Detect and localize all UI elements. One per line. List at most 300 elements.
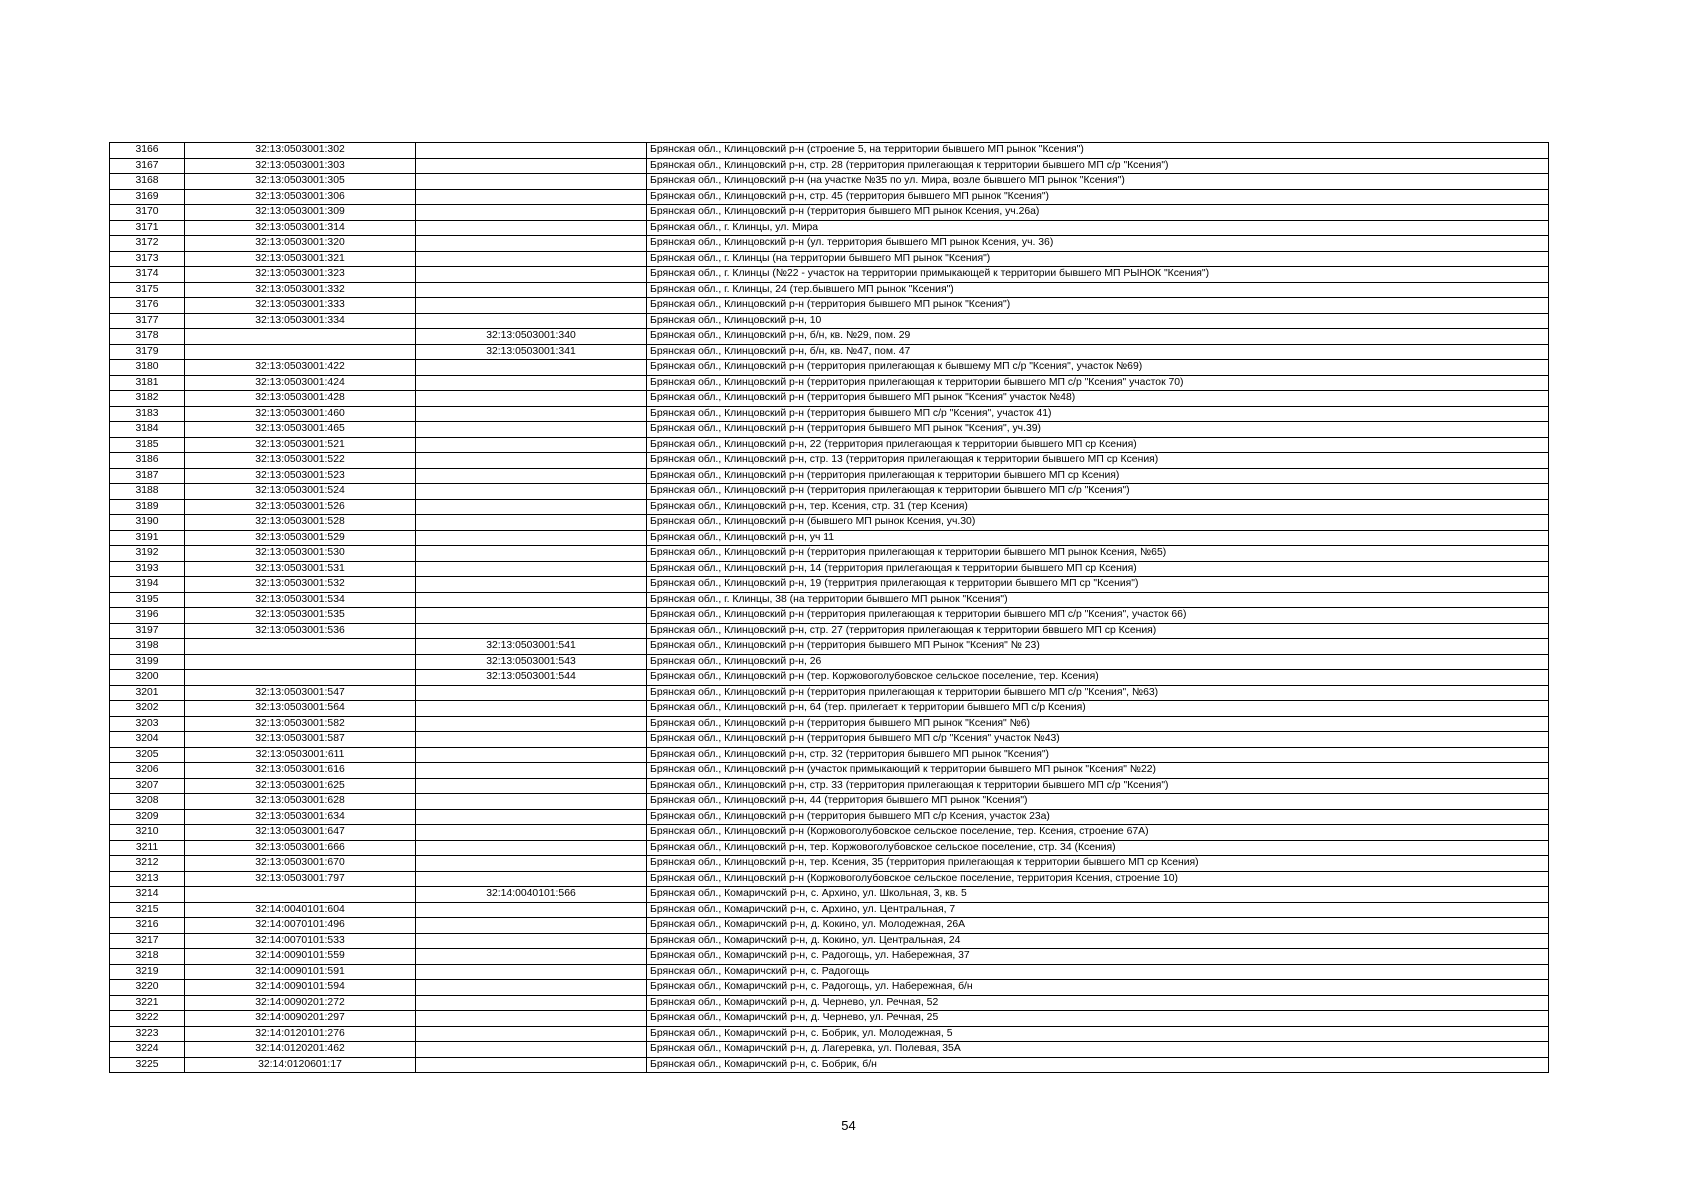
cadastral-number-cell: 32:13:0503001:333 [185, 298, 416, 314]
row-number-cell: 3184 [110, 422, 185, 438]
address-cell: Брянская обл., Клинцовский р-н (территория бывшего МП рынок "Ксения", уч.39) [647, 422, 1549, 438]
premises-cadastral-number-cell [416, 949, 647, 965]
row-number-cell: 3198 [110, 639, 185, 655]
table-row [110, 732, 1549, 748]
premises-cadastral-number-cell [416, 205, 647, 221]
table-row [110, 654, 1549, 670]
premises-cadastral-number-cell [416, 840, 647, 856]
table-row [110, 608, 1549, 624]
address-cell: Брянская обл., Комаричский р-н, д. Лагеревка, ул. Полевая, 35А [647, 1042, 1549, 1058]
table-row [110, 158, 1549, 174]
address-cell: Брянская обл., Клинцовский р-н, 10 [647, 313, 1549, 329]
table-row [110, 980, 1549, 996]
row-number-cell: 3202 [110, 701, 185, 717]
table-row [110, 887, 1549, 903]
row-number-cell: 3225 [110, 1057, 185, 1073]
address-cell: Брянская обл., г. Клинцы, 38 (на территории бывшего МП рынок "Ксения") [647, 592, 1549, 608]
address-cell: Брянская обл., Комаричский р-н, д. Кокино, ул. Молодежная, 26А [647, 918, 1549, 934]
premises-cadastral-number-cell [416, 902, 647, 918]
table-row [110, 949, 1549, 965]
row-number-cell: 3224 [110, 1042, 185, 1058]
table-row [110, 964, 1549, 980]
address-cell: Брянская обл., Комаричский р-н, с. Радогощь [647, 964, 1549, 980]
table-row [110, 825, 1549, 841]
address-cell: Брянская обл., Клинцовский р-н (территория бывшего МП с/р "Ксения", участок 41) [647, 406, 1549, 422]
address-cell: Брянская обл., Клинцовский р-н, стр. 33 (территория прилегающая к территории бывшего МП с/р "Ксения") [647, 778, 1549, 794]
table-row [110, 902, 1549, 918]
table-row [110, 561, 1549, 577]
table-row [110, 933, 1549, 949]
cadastral-number-cell: 32:14:0090201:297 [185, 1011, 416, 1027]
address-cell: Брянская обл., Клинцовский р-н (бывшего МП рынок Ксения, уч.30) [647, 515, 1549, 531]
row-number-cell: 3166 [110, 143, 185, 159]
row-number-cell: 3219 [110, 964, 185, 980]
address-cell: Брянская обл., Клинцовский р-н, стр. 28 (территория прилегающая к территории бывшего МП с/р "Ксения") [647, 158, 1549, 174]
row-number-cell: 3175 [110, 282, 185, 298]
cadastral-number-cell: 32:13:0503001:616 [185, 763, 416, 779]
premises-cadastral-number-cell [416, 468, 647, 484]
row-number-cell: 3205 [110, 747, 185, 763]
row-number-cell: 3200 [110, 670, 185, 686]
table-row [110, 856, 1549, 872]
cadastral-number-cell: 32:13:0503001:422 [185, 360, 416, 376]
cadastral-number-cell: 32:13:0503001:303 [185, 158, 416, 174]
premises-cadastral-number-cell [416, 220, 647, 236]
table-row [110, 484, 1549, 500]
table-row [110, 1026, 1549, 1042]
table-row [110, 205, 1549, 221]
premises-cadastral-number-cell [416, 437, 647, 453]
cadastral-number-cell: 32:13:0503001:424 [185, 375, 416, 391]
row-number-cell: 3178 [110, 329, 185, 345]
premises-cadastral-number-cell [416, 236, 647, 252]
address-cell: Брянская обл., Клинцовский р-н, тер. Ксения, 35 (территория прилегающая к территории бывшего МП ср Ксения) [647, 856, 1549, 872]
address-cell: Брянская обл., Клинцовский р-н (территория прилегающая к территории бывшего МП рынок Ксения, №65) [647, 546, 1549, 562]
cadastral-number-cell: 32:14:0040101:604 [185, 902, 416, 918]
table-row [110, 871, 1549, 887]
premises-cadastral-number-cell: 32:13:0503001:340 [416, 329, 647, 345]
row-number-cell: 3195 [110, 592, 185, 608]
row-number-cell: 3204 [110, 732, 185, 748]
cadastral-number-cell: 32:13:0503001:332 [185, 282, 416, 298]
premises-cadastral-number-cell [416, 825, 647, 841]
table-row [110, 995, 1549, 1011]
address-cell: Брянская обл., г. Клинцы, 24 (тер.бывшего МП рынок "Ксения") [647, 282, 1549, 298]
address-cell: Брянская обл., Клинцовский р-н (Коржовоголубовское сельское поселение, территория Ксения, строение 10) [647, 871, 1549, 887]
address-cell: Брянская обл., Комаричский р-н, д. Чернево, ул. Речная, 25 [647, 1011, 1549, 1027]
address-cell: Брянская обл., Клинцовский р-н, б/н, кв. №29, пом. 29 [647, 329, 1549, 345]
row-number-cell: 3168 [110, 174, 185, 190]
premises-cadastral-number-cell [416, 778, 647, 794]
row-number-cell: 3174 [110, 267, 185, 283]
row-number-cell: 3172 [110, 236, 185, 252]
table-row [110, 375, 1549, 391]
table-row [110, 236, 1549, 252]
row-number-cell: 3218 [110, 949, 185, 965]
table-row [110, 530, 1549, 546]
cadastral-number-cell [185, 344, 416, 360]
table-row [110, 1057, 1549, 1073]
cadastral-number-cell: 32:14:0070101:533 [185, 933, 416, 949]
row-number-cell: 3179 [110, 344, 185, 360]
address-cell: Брянская обл., Клинцовский р-н (территория бывшего МП рынок "Ксения" участок №48) [647, 391, 1549, 407]
table-row [110, 344, 1549, 360]
table-row [110, 794, 1549, 810]
premises-cadastral-number-cell [416, 1042, 647, 1058]
premises-cadastral-number-cell [416, 406, 647, 422]
property-registry-table [109, 142, 1549, 1073]
cadastral-number-cell [185, 329, 416, 345]
row-number-cell: 3216 [110, 918, 185, 934]
cadastral-number-cell: 32:13:0503001:647 [185, 825, 416, 841]
cadastral-number-cell: 32:13:0503001:535 [185, 608, 416, 624]
cadastral-number-cell: 32:14:0090201:272 [185, 995, 416, 1011]
address-cell: Брянская обл., Клинцовский р-н, стр. 32 (территория бывшего МП рынок "Ксения") [647, 747, 1549, 763]
cadastral-number-cell: 32:13:0503001:428 [185, 391, 416, 407]
table-row [110, 174, 1549, 190]
cadastral-number-cell: 32:13:0503001:625 [185, 778, 416, 794]
address-cell: Брянская обл., Комаричский р-н, д. Чернево, ул. Речная, 52 [647, 995, 1549, 1011]
address-cell: Брянская обл., Комаричский р-н, с. Радогощь, ул. Набережная, б/н [647, 980, 1549, 996]
address-cell: Брянская обл., Клинцовский р-н, стр. 27 (территория прилегающая к территории бввшего МП ср Ксения) [647, 623, 1549, 639]
row-number-cell: 3196 [110, 608, 185, 624]
row-number-cell: 3223 [110, 1026, 185, 1042]
row-number-cell: 3209 [110, 809, 185, 825]
premises-cadastral-number-cell [416, 747, 647, 763]
cadastral-number-cell: 32:14:0120201:462 [185, 1042, 416, 1058]
address-cell: Брянская обл., Клинцовский р-н, стр. 45 (территория бывшего МП рынок "Ксения") [647, 189, 1549, 205]
table-row [110, 747, 1549, 763]
premises-cadastral-number-cell: 32:13:0503001:543 [416, 654, 647, 670]
table-row [110, 189, 1549, 205]
address-cell: Брянская обл., Комаричский р-н, с. Бобрик, б/н [647, 1057, 1549, 1073]
cadastral-number-cell: 32:13:0503001:666 [185, 840, 416, 856]
row-number-cell: 3212 [110, 856, 185, 872]
address-cell: Брянская обл., Клинцовский р-н (участок примыкающий к территории бывшего МП рынок "Ксения" №22) [647, 763, 1549, 779]
row-number-cell: 3211 [110, 840, 185, 856]
cadastral-number-cell: 32:13:0503001:532 [185, 577, 416, 593]
cadastral-number-cell: 32:13:0503001:528 [185, 515, 416, 531]
premises-cadastral-number-cell [416, 546, 647, 562]
row-number-cell: 3191 [110, 530, 185, 546]
cadastral-number-cell: 32:13:0503001:323 [185, 267, 416, 283]
row-number-cell: 3181 [110, 375, 185, 391]
premises-cadastral-number-cell [416, 763, 647, 779]
cadastral-number-cell: 32:13:0503001:534 [185, 592, 416, 608]
cadastral-number-cell: 32:14:0090101:559 [185, 949, 416, 965]
table-row [110, 716, 1549, 732]
table-row [110, 220, 1549, 236]
premises-cadastral-number-cell [416, 918, 647, 934]
row-number-cell: 3186 [110, 453, 185, 469]
table-row [110, 499, 1549, 515]
address-cell: Брянская обл., Клинцовский р-н (территория бывшего МП с/р "Ксения" участок №43) [647, 732, 1549, 748]
row-number-cell: 3207 [110, 778, 185, 794]
table-row [110, 778, 1549, 794]
row-number-cell: 3169 [110, 189, 185, 205]
row-number-cell: 3213 [110, 871, 185, 887]
address-cell: Брянская обл., Клинцовский р-н (территория прилегающая к территории бывшего МП с/р "Ксения", №63) [647, 685, 1549, 701]
premises-cadastral-number-cell [416, 530, 647, 546]
cadastral-number-cell: 32:13:0503001:522 [185, 453, 416, 469]
premises-cadastral-number-cell [416, 1026, 647, 1042]
premises-cadastral-number-cell [416, 484, 647, 500]
row-number-cell: 3177 [110, 313, 185, 329]
premises-cadastral-number-cell [416, 313, 647, 329]
table-row [110, 592, 1549, 608]
row-number-cell: 3189 [110, 499, 185, 515]
row-number-cell: 3206 [110, 763, 185, 779]
table-row [110, 763, 1549, 779]
premises-cadastral-number-cell: 32:14:0040101:566 [416, 887, 647, 903]
table-row [110, 453, 1549, 469]
address-cell: Брянская обл., Комаричский р-н, с. Архино, ул. Школьная, 3, кв. 5 [647, 887, 1549, 903]
cadastral-number-cell: 32:13:0503001:302 [185, 143, 416, 159]
row-number-cell: 3170 [110, 205, 185, 221]
premises-cadastral-number-cell [416, 189, 647, 205]
address-cell: Брянская обл., Комаричский р-н, д. Кокино, ул. Центральная, 24 [647, 933, 1549, 949]
premises-cadastral-number-cell [416, 515, 647, 531]
row-number-cell: 3222 [110, 1011, 185, 1027]
cadastral-number-cell: 32:13:0503001:529 [185, 530, 416, 546]
row-number-cell: 3171 [110, 220, 185, 236]
table-row [110, 840, 1549, 856]
cadastral-number-cell: 32:13:0503001:611 [185, 747, 416, 763]
cadastral-number-cell: 32:13:0503001:320 [185, 236, 416, 252]
cadastral-number-cell: 32:13:0503001:536 [185, 623, 416, 639]
premises-cadastral-number-cell [416, 267, 647, 283]
row-number-cell: 3192 [110, 546, 185, 562]
table-row [110, 701, 1549, 717]
premises-cadastral-number-cell [416, 933, 647, 949]
table-row [110, 406, 1549, 422]
row-number-cell: 3214 [110, 887, 185, 903]
table-row [110, 329, 1549, 345]
row-number-cell: 3188 [110, 484, 185, 500]
address-cell: Брянская обл., Клинцовский р-н (территория прилегающая к территории бывшего МП с/р "Ксения") [647, 484, 1549, 500]
table-row [110, 515, 1549, 531]
cadastral-number-cell: 32:13:0503001:547 [185, 685, 416, 701]
cadastral-number-cell: 32:13:0503001:587 [185, 732, 416, 748]
row-number-cell: 3190 [110, 515, 185, 531]
table-row [110, 670, 1549, 686]
table-row [110, 809, 1549, 825]
cadastral-number-cell: 32:13:0503001:321 [185, 251, 416, 267]
cadastral-number-cell: 32:13:0503001:670 [185, 856, 416, 872]
cadastral-number-cell [185, 654, 416, 670]
table-row [110, 623, 1549, 639]
address-cell: Брянская обл., Клинцовский р-н (на участке №35 по ул. Мира, возле бывшего МП рынок "Ксения") [647, 174, 1549, 190]
address-cell: Брянская обл., Клинцовский р-н, 64 (тер. прилегает к территории бывшего МП с/р Ксения) [647, 701, 1549, 717]
table-row [110, 313, 1549, 329]
address-cell: Брянская обл., Комаричский р-н, с. Бобрик, ул. Молодежная, 5 [647, 1026, 1549, 1042]
premises-cadastral-number-cell [416, 391, 647, 407]
address-cell: Брянская обл., Комаричский р-н, с. Радогощь, ул. Набережная, 37 [647, 949, 1549, 965]
row-number-cell: 3193 [110, 561, 185, 577]
premises-cadastral-number-cell [416, 422, 647, 438]
premises-cadastral-number-cell [416, 685, 647, 701]
cadastral-number-cell: 32:13:0503001:523 [185, 468, 416, 484]
address-cell: Брянская обл., Клинцовский р-н, 44 (территория бывшего МП рынок "Ксения") [647, 794, 1549, 810]
row-number-cell: 3182 [110, 391, 185, 407]
row-number-cell: 3203 [110, 716, 185, 732]
address-cell: Брянская обл., Клинцовский р-н (территория бывшего МП с/р Ксения, участок 23а) [647, 809, 1549, 825]
address-cell: Брянская обл., Клинцовский р-н (территория бывшего МП рынок "Ксения" №6) [647, 716, 1549, 732]
premises-cadastral-number-cell [416, 453, 647, 469]
premises-cadastral-number-cell [416, 592, 647, 608]
premises-cadastral-number-cell [416, 174, 647, 190]
row-number-cell: 3220 [110, 980, 185, 996]
cadastral-number-cell: 32:13:0503001:305 [185, 174, 416, 190]
row-number-cell: 3167 [110, 158, 185, 174]
address-cell: Брянская обл., Клинцовский р-н (территория прилегающая к бывшему МП с/р "Ксения", участок №69) [647, 360, 1549, 376]
premises-cadastral-number-cell [416, 716, 647, 732]
cadastral-number-cell: 32:14:0070101:496 [185, 918, 416, 934]
cadastral-number-cell: 32:13:0503001:628 [185, 794, 416, 810]
cadastral-number-cell: 32:13:0503001:524 [185, 484, 416, 500]
premises-cadastral-number-cell [416, 732, 647, 748]
row-number-cell: 3185 [110, 437, 185, 453]
table-row [110, 422, 1549, 438]
cadastral-number-cell: 32:13:0503001:334 [185, 313, 416, 329]
table-row [110, 685, 1549, 701]
premises-cadastral-number-cell [416, 577, 647, 593]
address-cell: Брянская обл., Клинцовский р-н, уч 11 [647, 530, 1549, 546]
row-number-cell: 3201 [110, 685, 185, 701]
premises-cadastral-number-cell [416, 143, 647, 159]
cadastral-number-cell: 32:13:0503001:306 [185, 189, 416, 205]
address-cell: Брянская обл., Комаричский р-н, с. Архино, ул. Центральная, 7 [647, 902, 1549, 918]
address-cell: Брянская обл., Клинцовский р-н (территория бывшего МП рынок "Ксения") [647, 298, 1549, 314]
premises-cadastral-number-cell [416, 995, 647, 1011]
address-cell: Брянская обл., Клинцовский р-н (территория прилегающая к территории бывшего МП с/р "Ксения" участок 70) [647, 375, 1549, 391]
address-cell: Брянская обл., Клинцовский р-н (территория бывшего МП Рынок "Ксения" № 23) [647, 639, 1549, 655]
row-number-cell: 3215 [110, 902, 185, 918]
cadastral-number-cell [185, 670, 416, 686]
table-row [110, 437, 1549, 453]
table-row [110, 1011, 1549, 1027]
cadastral-number-cell: 32:13:0503001:521 [185, 437, 416, 453]
premises-cadastral-number-cell [416, 701, 647, 717]
cadastral-number-cell [185, 887, 416, 903]
address-cell: Брянская обл., Клинцовский р-н (территория прилегающая к территории бывшего МП с/р "Ксения", участок 66) [647, 608, 1549, 624]
table-row [110, 391, 1549, 407]
premises-cadastral-number-cell: 32:13:0503001:541 [416, 639, 647, 655]
row-number-cell: 3194 [110, 577, 185, 593]
address-cell: Брянская обл., г. Клинцы, ул. Мира [647, 220, 1549, 236]
premises-cadastral-number-cell [416, 809, 647, 825]
cadastral-number-cell: 32:13:0503001:634 [185, 809, 416, 825]
address-cell: Брянская обл., Клинцовский р-н, тер. Ксения, стр. 31 (тер Ксения) [647, 499, 1549, 515]
table-row [110, 360, 1549, 376]
table-row [110, 1042, 1549, 1058]
cadastral-number-cell: 32:13:0503001:309 [185, 205, 416, 221]
premises-cadastral-number-cell [416, 964, 647, 980]
table-row [110, 251, 1549, 267]
address-cell: Брянская обл., Клинцовский р-н, 19 (территрия прилегающая к территории бывшего МП ср "Ксения") [647, 577, 1549, 593]
row-number-cell: 3187 [110, 468, 185, 484]
cadastral-number-cell: 32:13:0503001:530 [185, 546, 416, 562]
page-number: 54 [841, 1118, 856, 1133]
cadastral-number-cell: 32:14:0090101:594 [185, 980, 416, 996]
row-number-cell: 3197 [110, 623, 185, 639]
cadastral-number-cell: 32:14:0090101:591 [185, 964, 416, 980]
row-number-cell: 3208 [110, 794, 185, 810]
premises-cadastral-number-cell: 32:13:0503001:341 [416, 344, 647, 360]
table-row [110, 143, 1549, 159]
row-number-cell: 3210 [110, 825, 185, 841]
premises-cadastral-number-cell [416, 871, 647, 887]
cadastral-number-cell: 32:13:0503001:531 [185, 561, 416, 577]
address-cell: Брянская обл., Клинцовский р-н, б/н, кв. №47, пом. 47 [647, 344, 1549, 360]
premises-cadastral-number-cell: 32:13:0503001:544 [416, 670, 647, 686]
premises-cadastral-number-cell [416, 623, 647, 639]
cadastral-number-cell: 32:13:0503001:465 [185, 422, 416, 438]
premises-cadastral-number-cell [416, 980, 647, 996]
table-row [110, 468, 1549, 484]
row-number-cell: 3221 [110, 995, 185, 1011]
address-cell: Брянская обл., Клинцовский р-н (территория бывшего МП рынок Ксения, уч.26а) [647, 205, 1549, 221]
premises-cadastral-number-cell [416, 251, 647, 267]
registry-table-body [110, 143, 1549, 1073]
premises-cadastral-number-cell [416, 1057, 647, 1073]
table-row [110, 918, 1549, 934]
cadastral-number-cell: 32:13:0503001:582 [185, 716, 416, 732]
address-cell: Брянская обл., Клинцовский р-н, 14 (территория прилегающая к территории бывшего МП ср Ксения) [647, 561, 1549, 577]
table-row [110, 639, 1549, 655]
address-cell: Брянская обл., Клинцовский р-н, стр. 13 (территория прилегающая к территории бывшего МП ср Ксения) [647, 453, 1549, 469]
table-row [110, 298, 1549, 314]
premises-cadastral-number-cell [416, 608, 647, 624]
row-number-cell: 3217 [110, 933, 185, 949]
address-cell: Брянская обл., г. Клинцы (на территории бывшего МП рынок "Ксения") [647, 251, 1549, 267]
cadastral-number-cell: 32:14:0120601:17 [185, 1057, 416, 1073]
row-number-cell: 3183 [110, 406, 185, 422]
table-row [110, 577, 1549, 593]
row-number-cell: 3176 [110, 298, 185, 314]
cadastral-number-cell: 32:13:0503001:460 [185, 406, 416, 422]
table-row [110, 282, 1549, 298]
premises-cadastral-number-cell [416, 375, 647, 391]
cadastral-number-cell: 32:13:0503001:314 [185, 220, 416, 236]
premises-cadastral-number-cell [416, 794, 647, 810]
premises-cadastral-number-cell [416, 360, 647, 376]
address-cell: Брянская обл., Клинцовский р-н (ул. территория бывшего МП рынок Ксения, уч. 36) [647, 236, 1549, 252]
address-cell: Брянская обл., Клинцовский р-н, 22 (территория прилегающая к территории бывшего МП ср Ксения) [647, 437, 1549, 453]
row-number-cell: 3180 [110, 360, 185, 376]
cadastral-number-cell: 32:14:0120101:276 [185, 1026, 416, 1042]
premises-cadastral-number-cell [416, 1011, 647, 1027]
table-row [110, 267, 1549, 283]
address-cell: Брянская обл., Клинцовский р-н (Коржовоголубовское сельское поселение, тер. Ксения, строение 67А) [647, 825, 1549, 841]
cadastral-number-cell: 32:13:0503001:526 [185, 499, 416, 515]
premises-cadastral-number-cell [416, 856, 647, 872]
address-cell: Брянская обл., Клинцовский р-н, тер. Коржовоголубовское сельское поселение, стр. 34 (Ксения) [647, 840, 1549, 856]
address-cell: Брянская обл., г. Клинцы (№22 - участок на территории примыкающей к территории бывшего МП РЫНОК "Ксения") [647, 267, 1549, 283]
premises-cadastral-number-cell [416, 298, 647, 314]
premises-cadastral-number-cell [416, 561, 647, 577]
premises-cadastral-number-cell [416, 282, 647, 298]
cadastral-number-cell: 32:13:0503001:797 [185, 871, 416, 887]
address-cell: Брянская обл., Клинцовский р-н (строение 5, на территории бывшего МП рынок "Ксения") [647, 143, 1549, 159]
premises-cadastral-number-cell [416, 158, 647, 174]
row-number-cell: 3173 [110, 251, 185, 267]
address-cell: Брянская обл., Клинцовский р-н, 26 [647, 654, 1549, 670]
cadastral-number-cell [185, 639, 416, 655]
row-number-cell: 3199 [110, 654, 185, 670]
cadastral-number-cell: 32:13:0503001:564 [185, 701, 416, 717]
table-row [110, 546, 1549, 562]
